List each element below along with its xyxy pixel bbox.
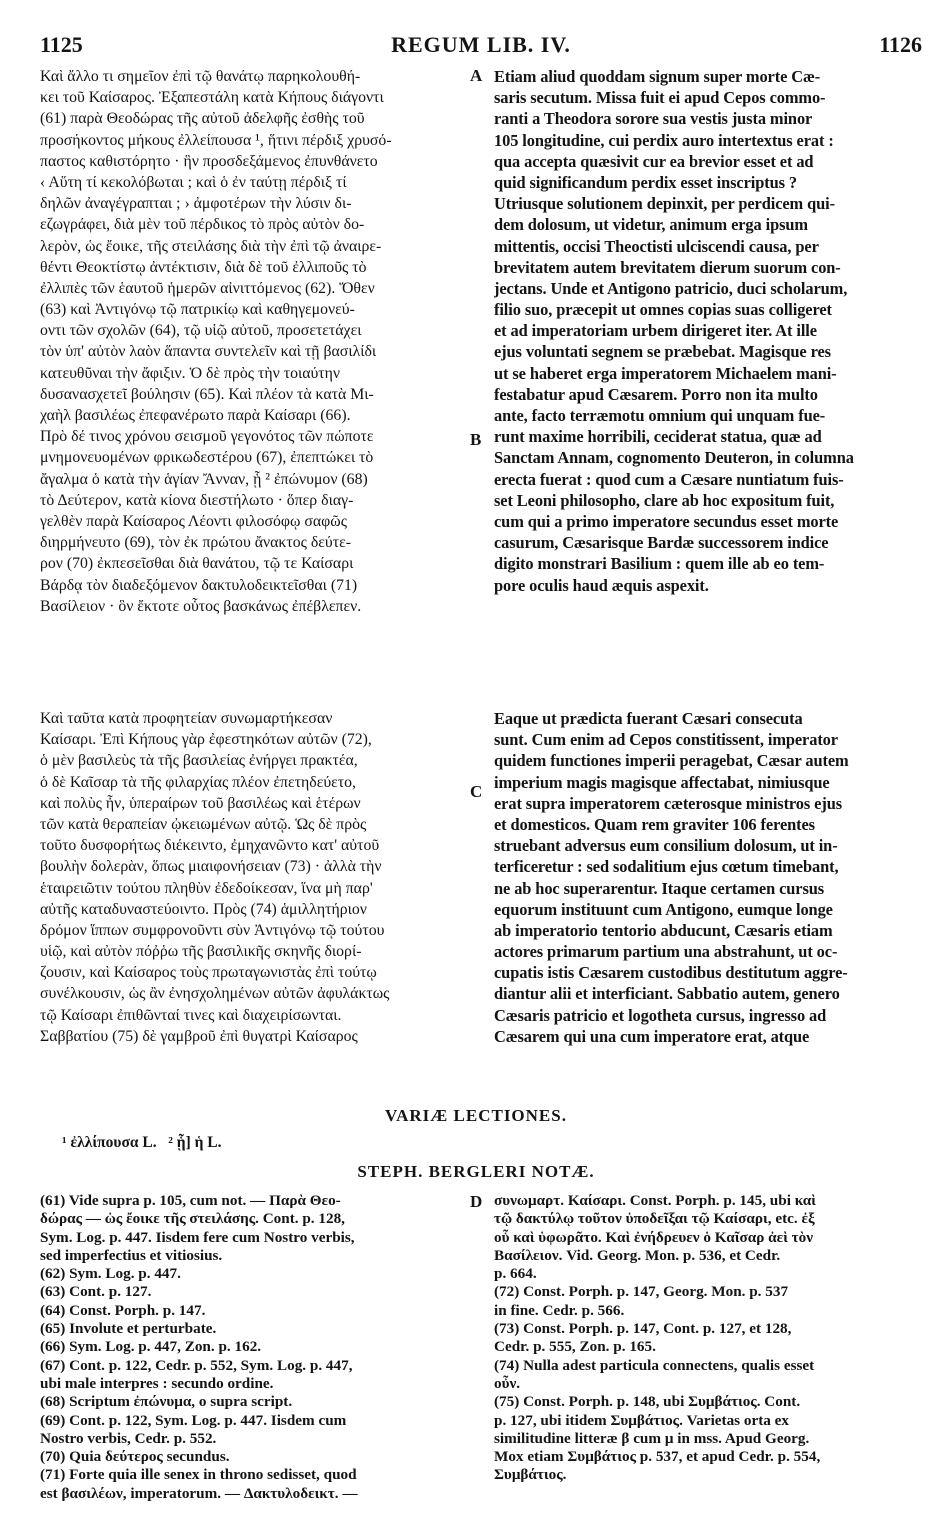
latin-text-line: erecta fuerat : quod cum a Cæsare nuntiatum fuis- (494, 469, 844, 489)
latin-text-line: Cæsarem qui una cum imperatore erat, atque (494, 1026, 810, 1046)
greek-text-line: τῶν κατὰ θεραπείαν ᾠκειωμένων αὐτῷ. Ὡς δὲ πρὸς (40, 815, 367, 833)
note-line: ubi male interpres : secundo ordine. (40, 1374, 274, 1392)
latin-text-line: et ad imperatoriam urbem dirigeret iter. At ille (494, 321, 817, 341)
note-line: est βασιλέων, imperatorum. — Δακτυλοδεικτ. — (40, 1484, 358, 1502)
note-line: (65) Involute et perturbate. (40, 1320, 217, 1338)
note-line: Sym. Log. p. 447. Iisdem fere cum Nostro verbis, (40, 1228, 355, 1246)
note-line: (63) Cont. p. 127. (40, 1283, 152, 1301)
note-line: similitudine litteræ β cum μ in mss. Apud Georg. (494, 1429, 810, 1447)
note-line: in fine. Cedr. p. 566. (494, 1301, 625, 1319)
latin-text-line: ab imperatorio tentorio abducunt, Cæsaris etiam (494, 920, 833, 940)
note-line: Cedr. p. 555, Zon. p. 165. (494, 1338, 656, 1356)
latin-text-line: 105 longitudine, cui perdix auro intertextus erat : (494, 130, 834, 150)
greek-text-line: κατευθῦναι τὴν ἄφιξιν. Ὁ δὲ πρὸς τὴν τοιαύτην (40, 364, 341, 382)
note-line: Βασίλειον. Vid. Georg. Mon. p. 536, et Cedr. (494, 1246, 781, 1264)
note-line: τῷ δακτύλῳ τοῦτον ὑποδεῖξαι τῷ Καίσαρι, etc. ἐξ (494, 1210, 815, 1228)
latin-text-line: actores primarum partium una abstrahunt, ut oc- (494, 942, 838, 962)
note-line: οὖν. (494, 1374, 521, 1392)
greek-text-line: τὸ Δεύτερον, κατὰ κίονα διεστήλωτο · ὅπερ διαγ- (40, 491, 354, 509)
greek-text-column-middle (40, 708, 468, 1047)
latin-text-line: ejus voluntati segnem se præbebat. Magisque res (494, 342, 831, 362)
latin-text-line: dem dolosum, ut videtur, animum erga ipsum (494, 215, 808, 235)
note-line: (69) Cont. p. 122, Sym. Log. p. 447. Iisdem cum (40, 1411, 347, 1429)
latin-text-column-top (494, 66, 924, 596)
note-line: (61) Vide supra p. 105, cum not. — Παρὰ Θεο- (40, 1192, 341, 1209)
greek-text-line: δηλῶν ἀναγέγραπται ; › ἀμφοτέρων τὴν λύσιν δι- (40, 195, 352, 213)
greek-text-line: διηρμήνευτο (69), τὸν ἐκ πρώτου ἄνακτος δεύτε- (40, 534, 351, 552)
latin-text-line: ante, facto terræmotu omnium qui unquam fue- (494, 406, 826, 425)
greek-text-line: μνημονευομένων φρικωδεστέρου (67), ἐπεπτώκει τὸ (40, 449, 374, 467)
latin-text-line: qua accepta quæsivit cur ea brevior esset et ad (494, 151, 814, 171)
greek-text-line: προσήκοντος μήκους ἐλλείπουσα ¹, ἥτινι πέρδιξ χρυσό- (40, 131, 392, 149)
latin-text-line: imperium magis magisque affectabat, nimiusque (494, 772, 830, 792)
latin-text-line: Eaque ut prædicta fuerant Cæsari consecuta (494, 709, 803, 728)
note-line: (73) Const. Porph. p. 147, Cont. p. 127, et 128, (494, 1320, 792, 1338)
margin-letter-c: C (470, 782, 483, 801)
greek-text-line: Σαββατίου (75) δὲ γαμβροῦ ἐπὶ θυγατρὶ Καίσαρος (40, 1027, 358, 1045)
latin-text-line: Cæsaris patricio et logotheta cursus, ingresso ad (494, 1005, 827, 1025)
latin-text-line: runt maxime horribili, ceciderat statua, quæ ad (494, 427, 822, 447)
greek-text-line: τῷ Καίσαρι ἐπιθῶνταί τινες καὶ διαχειρίσωνται. (40, 1006, 342, 1024)
latin-text-line: digito monstrari Basilium : quem ille ab eo tem- (494, 554, 825, 574)
latin-text-line: cum qui a primo imperatore secundus esset morte (494, 511, 839, 531)
greek-text-line: (61) παρὰ Θεοδώρας τῆς αὐτοῦ ἀδελφῆς ἐσθὴς τοῦ (40, 110, 365, 128)
running-header (40, 32, 922, 62)
greek-text-line: παστος καθιστόρητο · ἣν προσδεξάμενος ἐπυνθάνετο (40, 152, 378, 170)
greek-text-line: ζουσιν, καὶ Καίσαρος τοὺς πρωταγωνιστὰς ἐπὶ τούτῳ (40, 964, 377, 982)
greek-text-line: αὐτῆς καταδυναστεύοιντο. Πρὸς (74) ἁμιλλητήριον (40, 900, 367, 918)
latin-text-line: brevitatem autem brevitatem dierum suorum con- (494, 257, 841, 277)
latin-text-line: Sanctam Annam, cognomento Deuteron, in columna (494, 448, 854, 468)
latin-text-line: erat supra imperatorem cæterosque ministros ejus (494, 793, 842, 813)
latin-text-line: terficeretur : sed sodalitium ejus cœtum timebant, (494, 857, 839, 877)
note-line: (71) Forte quia ille senex in throno sedisset, quod (40, 1466, 357, 1484)
greek-text-line: ἄγαλμα ὁ κατὰ τὴν ἁγίαν Ἄνναν, ᾗ ² ἐπώνυμον (68) (40, 470, 368, 488)
variae-lectiones-text: ¹ ἐλλίπουσα L. ² ᾗ] ἡ L. (62, 1134, 222, 1151)
margin-letter-b: B (470, 430, 482, 449)
greek-text-line: ἐλλιπὲς τῶν ἑαυτοῦ ἡμερῶν αἰνιττόμενος (62). Ὅθεν (40, 279, 375, 297)
latin-text-line: diantur alii et interficiant. Sabbatio autem, genero (494, 984, 840, 1004)
greek-text-column-top (40, 66, 468, 617)
greek-text-line: Καὶ ταῦτα κατὰ προφητείαν συνωμαρτήκεσαν (40, 710, 333, 727)
greek-text-line: βουλὴν δολερὰν, ὅπως μιαιφονήσειαν (73) · ἀλλὰ τὴν (40, 858, 382, 876)
note-line: (64) Const. Porph. p. 147. (40, 1301, 206, 1319)
note-line: (74) Nulla adest particula connectens, qualis esset (494, 1356, 815, 1374)
note-line: (72) Const. Porph. p. 147, Georg. Mon. p. 537 (494, 1283, 789, 1301)
running-title: REGUM LIB. IV. (391, 32, 571, 57)
margin-letter-d: D (470, 1192, 483, 1211)
note-line: sed imperfectius et vitiosius. (40, 1246, 223, 1264)
note-line: οὗ καὶ ὑφωρᾶτο. Καὶ ἐνήδρευεν ὁ Καῖσαρ ἀεὶ τὸν (494, 1228, 813, 1246)
note-line: p. 127, ubi itidem Συμβάτιος. Varietas orta ex (494, 1411, 790, 1429)
latin-text-column-middle (494, 708, 924, 1047)
greek-text-line: Βάρδᾳ τὸν διαδεξόμενον δακτυλοδεικτεῖσθαι (71) (40, 576, 358, 594)
greek-text-line: εζωγράφει, διὰ μὲν τοῦ πέρδικος τὸ πρὸς αὐτὸν δο- (40, 216, 365, 234)
greek-text-line: θέντι Θεοκτίστῳ ἀντέκτισιν, διὰ δὲ τοῦ ἐλλιποῦς τὸ (40, 258, 367, 276)
latin-text-line: filio suo, præcepit ut omnes copias suas colligeret (494, 300, 832, 320)
latin-text-line: cupatis istis Cæsarem custodibus destitutum aggre- (494, 963, 848, 983)
notes-column-right (494, 1192, 924, 1485)
greek-text-line: Καὶ ἄλλο τι σημεῖον ἐπὶ τῷ θανάτῳ παρηκολουθή- (40, 68, 361, 85)
notes-column-left (40, 1192, 483, 1503)
note-line: (75) Const. Porph. p. 148, ubi Συμβάτιος. Cont. (494, 1393, 801, 1411)
latin-text-line: struebant adversus eum consilium dolosum, ut in- (494, 836, 838, 856)
note-line: Mox etiam Συμβάτιος p. 537, et apud Cedr. p. 554, (494, 1448, 821, 1466)
latin-text-line: equorum instituunt cum Antigono, eumque longe (494, 899, 833, 919)
note-line: p. 664. (494, 1265, 537, 1283)
greek-text-line: συνέλκουσιν, ὡς ἂν ἐνησχολημένων αὐτῶν ἀφυλάκτως (40, 985, 390, 1003)
greek-text-line: χαὴλ βασιλέως ἐπεφανέρωτο παρὰ Καίσαρι (66). (40, 407, 351, 424)
notae-heading: STEPH. BERGLERI NOTÆ. (357, 1162, 595, 1181)
note-line: Συμβάτιος. (494, 1466, 567, 1484)
note-line: συνωμαρτ. Καίσαρι. Const. Porph. p. 145, ubi καὶ (494, 1192, 816, 1209)
note-line: (70) Quia δεύτερος secundus. (40, 1448, 230, 1466)
greek-text-line: Πρὸ δέ τινος χρόνου σεισμοῦ γεγονότος τῶν πώποτε (40, 428, 374, 446)
latin-text-line: quid significandum perdix esset inscriptus ? (494, 172, 797, 192)
latin-text-line: casurum, Cæsarisque Bardæ successorem indice (494, 533, 829, 553)
greek-text-line: οντι τῶν σχολῶν (64), τῷ υἱῷ αὐτοῦ, προσετετάχει (40, 322, 362, 340)
latin-text-line: et domesticos. Quam rem graviter 106 ferentes (494, 814, 815, 834)
right-page-number: 1126 (879, 32, 922, 57)
greek-text-line: Καίσαρι. Ἐπὶ Κήπους γὰρ ἐφεστηκότων αὐτῶν (72), (40, 731, 372, 749)
greek-text-line: Βασίλειον · ὃν ἔκτοτε οὗτος βασκάνως ἐπέβλεπεν. (40, 597, 362, 615)
latin-text-line: pore oculis haud æquis aspexit. (494, 575, 709, 595)
greek-text-line: (63) καὶ Ἀντιγόνῳ τῷ πατρικίῳ καὶ καθηγεμονεύ- (40, 301, 355, 319)
latin-text-line: sunt. Cum enim ad Cepos constitissent, imperator (494, 730, 838, 750)
margin-letter-a: A (470, 66, 483, 85)
note-line: Nostro verbis, Cedr. p. 552. (40, 1429, 217, 1447)
latin-text-line: Etiam aliud quoddam signum super morte Cæ- (494, 67, 821, 86)
latin-text-line: set Leoni philosopho, clare ab hoc expositum fuit, (494, 490, 835, 510)
greek-text-line: ρον (70) ἐκπεσεῖσθαι διὰ θανάτου, τῷ τε Καίσαρι (40, 555, 354, 573)
greek-text-line: λερὸν, ὡς ἔοικε, τῆς στειλάσης διὰ τὴν ἐπὶ τῷ ἀναιρε- (40, 237, 382, 255)
greek-text-line: δυσανασχετεῖ βούλησιν (65). Καὶ πλέον τὰ κατὰ Μι- (40, 385, 374, 403)
greek-text-line: καὶ πολὺς ἦν, ὑπεραίρων τοῦ βασιλέως καὶ ἑτέρων (40, 794, 361, 812)
greek-text-line: τοῦτο δυσφορήτως διέκειντο, ἐμηχανῶντο κατ' αὐτοῦ (40, 837, 380, 855)
greek-text-line: δρόμον ἵππων συμφρονοῦντι σὺν Ἀντιγόνῳ τῷ τούτου (40, 921, 385, 939)
latin-text-line: saris secutum. Missa fuit ei apud Cepos commo- (494, 88, 826, 108)
latin-text-line: ranti a Theodora sorore sua vestis justa minor (494, 109, 813, 129)
greek-text-line: ἑταιρειῶτιν τούτου πληθὺν ἐδεδοίκεσαν, ἵνα μὴ παρ' (40, 879, 373, 897)
greek-text-line: γελθὲν παρὰ Καίσαρος Λέοντι φιλοσόφῳ σαφῶς (40, 512, 347, 530)
latin-text-line: jectans. Unde et Antigono patricio, duci scholarum, (494, 278, 848, 298)
left-page-number: 1125 (40, 32, 83, 57)
latin-text-line: Utriusque solutionem depinxit, per perdicem qui- (494, 194, 835, 214)
latin-text-line: ne ab hoc superarentur. Itaque certamen cursus (494, 878, 825, 898)
latin-text-line: festabatur apud Cæsarem. Porro non ita multo (494, 384, 818, 404)
greek-text-line: ‹ Αὕτη τί κεκολόβωται ; καὶ ὁ ἐν ταύτῃ πέρδιξ τί (40, 173, 347, 191)
greek-text-line: ὁ μὲν βασιλεὺς τὰ τῆς βασιλείας ἐνήργει πρακτέα, (40, 752, 358, 770)
greek-text-line: κει τοῦ Καίσαρος. Ἐξαπεστάλη κατὰ Κήπους διάγοντι (40, 89, 384, 107)
note-line: (68) Scriptum ἐπώνυμα, o supra script. (40, 1393, 293, 1411)
note-line: (67) Cont. p. 122, Cedr. p. 552, Sym. Log. p. 447, (40, 1356, 353, 1374)
variae-lectiones-heading: VARIÆ LECTIONES. (385, 1106, 567, 1125)
latin-text-line: ut se haberet erga imperatorem Michaelem mani- (494, 363, 837, 383)
note-line: (62) Sym. Log. p. 447. (40, 1265, 181, 1283)
greek-text-line: τὸν ὑπ' αὐτὸν λαὸν ἅπαντα συντελεῖν καὶ τῇ βασιλίδι (40, 343, 377, 361)
note-line: δώρας — ὡς ἔοικε τῆς στειλάσης. Cont. p. 128, (40, 1210, 345, 1228)
latin-text-line: mittentis, occisi Theoctisti ulciscendi causa, per (494, 236, 819, 256)
greek-text-line: υἱῷ, καὶ αὐτὸν πόῤῥω τῆς βασιλικῆς σκηνῆς διορί- (40, 943, 362, 961)
latin-text-line: quidem functiones imperii peragebat, Cæsar autem (494, 751, 849, 771)
note-line: (66) Sym. Log. p. 447, Zon. p. 162. (40, 1338, 262, 1356)
greek-text-line: ὁ δὲ Καῖσαρ τὰ τῆς φιλαρχίας πλέον ἐπετηδεύετο, (40, 773, 356, 791)
